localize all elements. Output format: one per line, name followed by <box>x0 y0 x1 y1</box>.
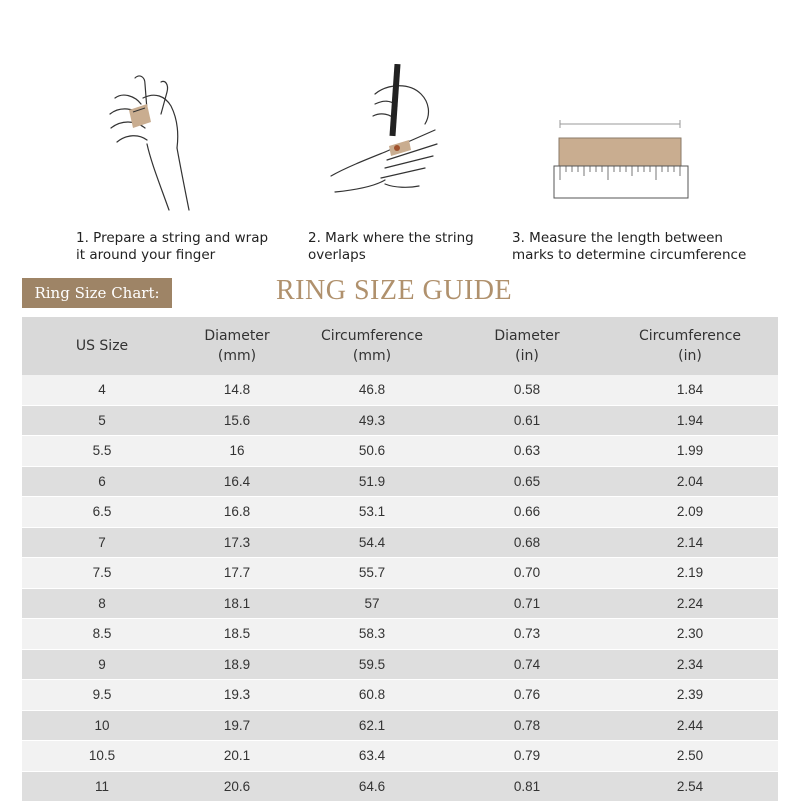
cell-circumference-mm: 54.4 <box>292 527 452 558</box>
table-row <box>22 619 778 650</box>
hand-string-icon <box>95 70 195 220</box>
cell-circumference-mm: 53.1 <box>292 497 452 528</box>
cell-circumference-mm: 58.3 <box>292 619 452 650</box>
cell-circumference-mm: 51.9 <box>292 466 452 497</box>
cell-diameter-mm: 15.6 <box>182 405 292 436</box>
header-diameter-mm: Diameter (mm) <box>182 317 292 375</box>
cell-diameter-mm: 19.7 <box>182 710 292 741</box>
cell-diameter-mm: 19.3 <box>182 680 292 711</box>
table-header-row <box>22 317 778 375</box>
cell-us-size: 4 <box>22 375 182 405</box>
cell-circumference-mm: 55.7 <box>292 558 452 589</box>
table-row <box>22 527 778 558</box>
page-title: RING SIZE GUIDE <box>276 275 513 306</box>
cell-diameter-in: 0.71 <box>452 588 602 619</box>
cell-diameter-in: 0.81 <box>452 771 602 802</box>
cell-diameter-in: 0.78 <box>452 710 602 741</box>
cell-circumference-in: 1.84 <box>602 375 778 405</box>
cell-diameter-in: 0.70 <box>452 558 602 589</box>
step-1-text: 1. Prepare a string and wrap it around your finger <box>76 230 269 263</box>
cell-circumference-in: 1.94 <box>602 405 778 436</box>
cell-circumference-in: 2.30 <box>602 619 778 650</box>
cell-diameter-in: 0.66 <box>452 497 602 528</box>
header-us-size: US Size <box>22 317 182 375</box>
cell-diameter-mm: 18.9 <box>182 649 292 680</box>
cell-circumference-mm: 49.3 <box>292 405 452 436</box>
cell-circumference-in: 2.14 <box>602 527 778 558</box>
cell-diameter-in: 0.65 <box>452 466 602 497</box>
cell-circumference-in: 2.54 <box>602 771 778 802</box>
cell-diameter-in: 0.76 <box>452 680 602 711</box>
ruler-measure-icon <box>552 112 692 202</box>
cell-us-size: 9 <box>22 649 182 680</box>
table-row <box>22 588 778 619</box>
cell-diameter-mm: 17.3 <box>182 527 292 558</box>
table-row <box>22 466 778 497</box>
instruction-steps <box>0 0 800 270</box>
table-row <box>22 436 778 467</box>
cell-circumference-mm: 60.8 <box>292 680 452 711</box>
hand-pen-mark-icon <box>325 64 455 214</box>
cell-circumference-in: 2.04 <box>602 466 778 497</box>
cell-diameter-in: 0.79 <box>452 741 602 772</box>
cell-us-size: 6 <box>22 466 182 497</box>
cell-us-size: 7.5 <box>22 558 182 589</box>
cell-circumference-in: 2.50 <box>602 741 778 772</box>
table-row <box>22 741 778 772</box>
cell-diameter-mm: 16 <box>182 436 292 467</box>
cell-circumference-mm: 62.1 <box>292 710 452 741</box>
cell-circumference-mm: 64.6 <box>292 771 452 802</box>
cell-us-size: 5.5 <box>22 436 182 467</box>
cell-circumference-in: 2.19 <box>602 558 778 589</box>
cell-diameter-mm: 20.6 <box>182 771 292 802</box>
cell-diameter-mm: 16.4 <box>182 466 292 497</box>
table-row <box>22 771 778 802</box>
cell-circumference-in: 2.34 <box>602 649 778 680</box>
cell-circumference-mm: 46.8 <box>292 375 452 405</box>
cell-diameter-mm: 18.1 <box>182 588 292 619</box>
cell-circumference-mm: 50.6 <box>292 436 452 467</box>
cell-circumference-in: 1.99 <box>602 436 778 467</box>
cell-circumference-in: 2.09 <box>602 497 778 528</box>
cell-circumference-in: 2.24 <box>602 588 778 619</box>
cell-us-size: 7 <box>22 527 182 558</box>
cell-us-size: 10.5 <box>22 741 182 772</box>
cell-diameter-in: 0.61 <box>452 405 602 436</box>
cell-circumference-mm: 63.4 <box>292 741 452 772</box>
table-row <box>22 405 778 436</box>
table-row <box>22 680 778 711</box>
ring-size-table <box>22 317 778 802</box>
table-row <box>22 649 778 680</box>
cell-diameter-in: 0.68 <box>452 527 602 558</box>
header-circumference-mm: Circumference (mm) <box>292 317 452 375</box>
cell-circumference-mm: 57 <box>292 588 452 619</box>
cell-us-size: 8.5 <box>22 619 182 650</box>
cell-diameter-in: 0.58 <box>452 375 602 405</box>
table-row <box>22 558 778 589</box>
table-row <box>22 497 778 528</box>
cell-diameter-mm: 20.1 <box>182 741 292 772</box>
cell-us-size: 9.5 <box>22 680 182 711</box>
cell-diameter-in: 0.63 <box>452 436 602 467</box>
cell-diameter-mm: 18.5 <box>182 619 292 650</box>
table-row <box>22 375 778 405</box>
table-row <box>22 710 778 741</box>
table-body <box>22 375 778 802</box>
header-diameter-in: Diameter (in) <box>452 317 602 375</box>
cell-diameter-mm: 16.8 <box>182 497 292 528</box>
cell-circumference-in: 2.39 <box>602 680 778 711</box>
cell-diameter-mm: 17.7 <box>182 558 292 589</box>
cell-us-size: 10 <box>22 710 182 741</box>
header-circumference-in: Circumference (in) <box>602 317 778 375</box>
cell-circumference-in: 2.44 <box>602 710 778 741</box>
step-2-text: 2. Mark where the string overlaps <box>308 230 474 263</box>
cell-diameter-in: 0.73 <box>452 619 602 650</box>
cell-us-size: 6.5 <box>22 497 182 528</box>
step-3-text: 3. Measure the length between marks to determine circumference <box>512 230 747 263</box>
ring-size-chart-label: Ring Size Chart: <box>22 278 172 308</box>
cell-us-size: 5 <box>22 405 182 436</box>
cell-diameter-in: 0.74 <box>452 649 602 680</box>
cell-diameter-mm: 14.8 <box>182 375 292 405</box>
cell-us-size: 8 <box>22 588 182 619</box>
cell-circumference-mm: 59.5 <box>292 649 452 680</box>
cell-us-size: 11 <box>22 771 182 802</box>
